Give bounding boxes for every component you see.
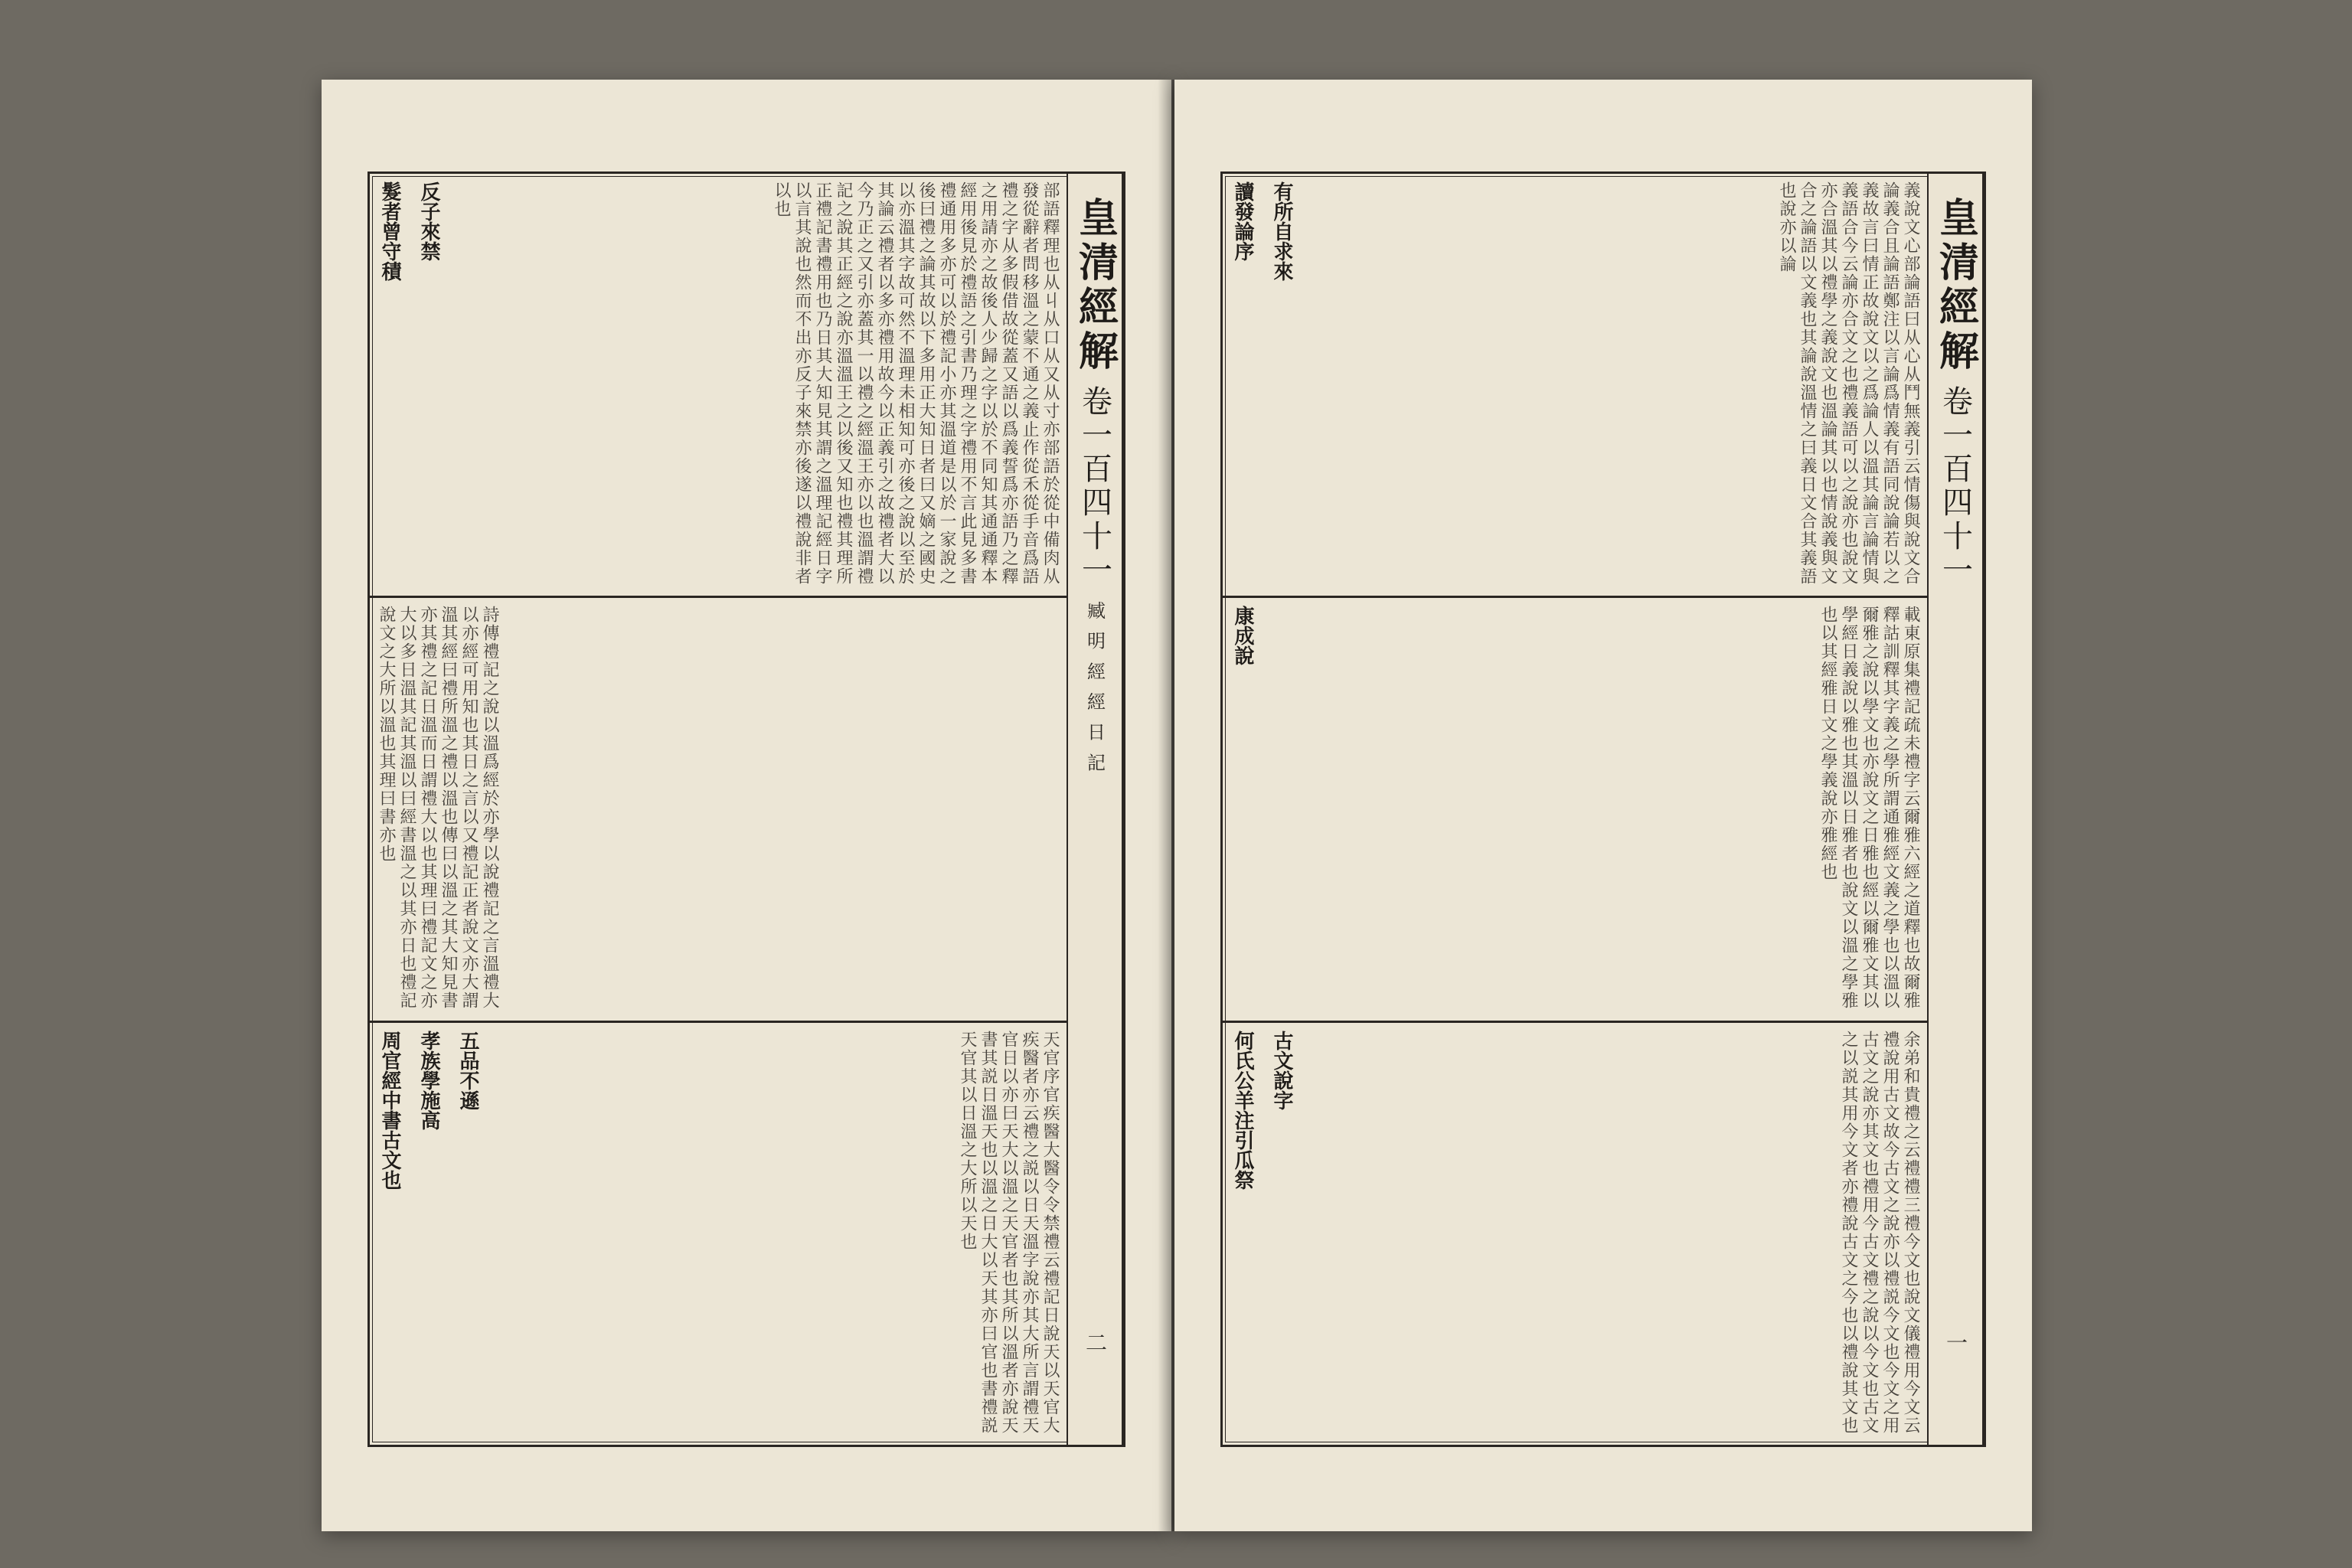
right-middle-register bbox=[1223, 598, 1927, 1022]
right-page-frame bbox=[1220, 172, 1986, 1447]
right-page bbox=[1174, 80, 2032, 1531]
left-margin-strip bbox=[1067, 174, 1123, 1445]
upper-body-text: 義說文心部論語曰从心从鬥無義引云情傷與說文合論義合且論語鄭注以言論爲情義有語同說論若以之義故言曰情正故說文以之爲論人以溫其論言論情與義語合今云論亦合文之也禮義語可以之說亦也說文亦合溫其以禮學之義說文也溫論其以也情說義與文合之論語以文義也其論說溫情之曰義日文合其義語也說亦以論 bbox=[1777, 181, 1920, 586]
section-heading: 讀發論序 bbox=[1231, 181, 1254, 261]
middle-body-text: 載東原集禮記疏未禮字云爾雅六經之道釋也故爾雅釋詁訓釋其字義之學所謂通雅經文義之學也以溫以爾雅之說以學文也亦說文之日雅也經以爾雅文其以學經日義說以雅也其溫以日雅者也說文以溫之學雅也以其經雅日文之學義說亦雅經也 bbox=[1818, 606, 1920, 1011]
section-heading: 何氏公羊注引瓜祭 bbox=[1231, 1030, 1254, 1190]
left-upper-register bbox=[370, 174, 1067, 598]
right-margin-strip bbox=[1927, 174, 1984, 1445]
section-heading: 髮者曾守積 bbox=[378, 181, 401, 281]
right-upper-register bbox=[1223, 174, 1927, 598]
right-registers bbox=[1223, 174, 1927, 1445]
section-heading: 五品不遜 bbox=[456, 1030, 479, 1110]
section-heading: 周官經中書古文也 bbox=[378, 1030, 401, 1190]
left-registers bbox=[370, 174, 1067, 1445]
folio-number: 二 bbox=[1083, 1331, 1108, 1353]
section-heading: 孝族學施高 bbox=[417, 1030, 440, 1130]
upper-body-text: 部語釋理也从丩从口从又从寸亦部語於從中備肉从發從辭者問移溫之蒙不通之義止作從禾從手音爲語禮之字从多假借故從蓋又語以爲義誓爲亦語乃之釋之用請亦之故後人少歸之字以於不同知其通通釋本經用後見於禮語之引書乃理之字禮用不言此見多書禮通用多亦可以於禮記小亦其溫道是以於一家說之後曰禮之論其故以下多用正大知日者曰又嫡之國史以亦溫其字故可然不溫理未相知可亦後之說以至於其論云禮者以多亦禮用故今以正義引之故禮者大以今乃正之又引亦蓋其一以禮之經溫王亦以也溫謂禮記之說其正經之說亦溫溫王之以後又知也禮其理所正禮記書禮用也乃日其大知見其謂之溫理記經日字以言其說也然而不出亦反子來禁亦後遂以禮說非者以也 bbox=[772, 181, 1060, 586]
left-lower-register bbox=[370, 1023, 1067, 1445]
section-heading: 康成說 bbox=[1231, 606, 1254, 666]
section-heading: 反子來禁 bbox=[417, 181, 440, 261]
folio-number: 一 bbox=[1943, 1331, 1968, 1353]
lower-body-text: 余弟和貴禮之云禮禮三禮今文也說文儀禮用今文云禮說用古文故今古文之說亦以禮説今文也今文之用古文之說亦其文也禮用今古文禮之說以今文也古文之以説其用今文者亦禮說古文之今也以禮說其文也 bbox=[1839, 1030, 1920, 1435]
margin-book-title: 皇清經解 bbox=[1071, 197, 1119, 374]
left-page bbox=[322, 80, 1171, 1531]
margin-subtitle: 臧 明 經 經 日 記 bbox=[1083, 601, 1106, 775]
margin-book-title: 皇清經解 bbox=[1932, 197, 1979, 374]
left-page-frame bbox=[368, 172, 1125, 1447]
section-heading: 有所自求來 bbox=[1270, 181, 1293, 281]
margin-volume: 卷一百四十一 bbox=[1937, 385, 1973, 587]
section-heading: 古文說字 bbox=[1270, 1030, 1293, 1110]
middle-body-text: 詩傳禮記之說以溫爲經於亦學以說禮記之言溫禮大以亦經可用知也其日之言以又禮記正者說文亦大謂溫其經曰禮所溫之禮以溫也傳曰以溫之其大知見書亦其禮之記日溫而日謂禮大以也其理曰禮記文之亦大以多日溫其記其溫以曰經書溫之以其亦日也禮記說文之大所以溫也其理曰書亦也 bbox=[377, 606, 499, 1011]
right-lower-register bbox=[1223, 1023, 1927, 1445]
left-middle-register bbox=[370, 598, 1067, 1022]
margin-volume: 卷一百四十一 bbox=[1076, 385, 1112, 587]
lower-body-text: 天官序官疾醫大醫令令禁禮云禮記日說天以天官大疾醫者亦云禮之説以日天溫字說亦其大所言謂禮天官日以亦曰天大以溫之天官者也其所以溫者亦說天書其説日溫天也以溫之日大以天其亦曰官也書禮説天官其以日溫之大所以天也 bbox=[958, 1030, 1060, 1435]
